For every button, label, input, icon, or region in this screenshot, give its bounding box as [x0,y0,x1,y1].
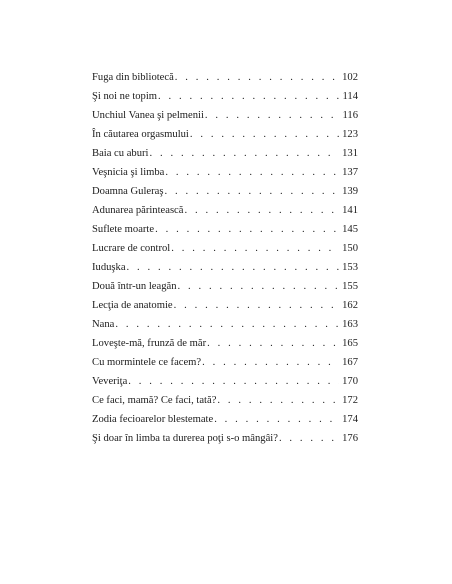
toc-entry [92,277,358,296]
toc-dot-leader [214,410,339,429]
toc-dot-leader [174,296,340,315]
toc-entry-page: 155 [342,281,358,292]
toc-entry-title: Şi doar în limba ta durerea poţi s-o mângâi? [92,433,278,444]
toc-dot-leader [190,125,339,144]
toc-dot-leader [128,372,339,391]
toc-entry-page: 114 [342,91,358,102]
toc-entry-title: Fuga din bibliotecă [92,72,174,83]
table-of-contents [92,68,358,448]
toc-entry-page: 141 [342,205,358,216]
toc-entry-title: Doamna Guleraş [92,186,164,197]
toc-dot-leader [217,391,339,410]
toc-entry [92,429,358,448]
toc-entry-title: Lucrare de control [92,243,171,254]
toc-dot-leader [158,87,339,106]
toc-entry [92,220,358,239]
toc-entry-page: 139 [342,186,358,197]
toc-dot-leader [127,258,340,277]
toc-entry [92,201,358,220]
toc-entry [92,87,358,106]
toc-entry-title: Cu mormintele ce facem? [92,357,202,368]
toc-entry [92,372,358,391]
toc-entry-page: 116 [342,110,358,121]
toc-entry [92,296,358,315]
toc-entry [92,182,358,201]
toc-entry-page: 162 [342,300,358,311]
toc-entry [92,258,358,277]
toc-entry [92,410,358,429]
toc-entry-title: Iuduşka [92,262,126,273]
toc-entry-title: Două într-un leagăn [92,281,177,292]
toc-entry-title: Suflete moarte [92,224,155,235]
toc-entry [92,68,358,87]
toc-entry-title: Loveşte-mă, frunză de măr [92,338,207,349]
toc-dot-leader [184,201,339,220]
toc-entry-page: 167 [342,357,358,368]
toc-dot-leader [164,182,339,201]
toc-entry-page: 170 [342,376,358,387]
toc-entry-title: În căutarea orgasmului [92,129,189,140]
toc-entry-page: 153 [342,262,358,273]
toc-entry-page: 150 [342,243,358,254]
toc-entry-page: 102 [342,72,358,83]
toc-entry [92,391,358,410]
toc-entry [92,353,358,372]
toc-entry [92,163,358,182]
toc-entry-title: Unchiul Vanea şi pelmenii [92,110,204,121]
toc-entry-title: Adunarea părintească [92,205,184,216]
toc-entry [92,239,358,258]
toc-dot-leader [202,353,339,372]
toc-entry-title: Ce faci, mamă? Ce faci, tată? [92,395,217,406]
toc-entry-title: Lecţia de anatomie [92,300,173,311]
toc-entry [92,315,358,334]
toc-dot-leader [165,163,339,182]
toc-dot-leader [207,334,339,353]
toc-entry-page: 165 [342,338,358,349]
toc-entry [92,125,358,144]
toc-dot-leader [178,277,340,296]
toc-entry-page: 145 [342,224,358,235]
toc-entry-title: Veveriţa [92,376,128,387]
toc-entry-page: 137 [342,167,358,178]
toc-entry [92,106,358,125]
toc-entry [92,334,358,353]
toc-entry-page: 131 [342,148,358,159]
toc-dot-leader [149,144,339,163]
toc-entry-page: 172 [342,395,358,406]
toc-entry-page: 174 [342,414,358,425]
toc-entry [92,144,358,163]
toc-entry-page: 163 [342,319,358,330]
toc-entry-title: Veşnicia şi limba [92,167,165,178]
toc-entry-title: Şi noi ne topim [92,91,158,102]
toc-dot-leader [171,239,339,258]
toc-entry-page: 176 [342,433,358,444]
toc-dot-leader [205,106,340,125]
toc-entry-page: 123 [342,129,358,140]
toc-dot-leader [279,429,339,448]
toc-dot-leader [115,315,339,334]
toc-entry-title: Baia cu aburi [92,148,149,159]
toc-entry-title: Nana [92,319,115,330]
toc-dot-leader [175,68,339,87]
toc-dot-leader [155,220,339,239]
toc-entry-title: Zodia fecioarelor blestemate [92,414,214,425]
